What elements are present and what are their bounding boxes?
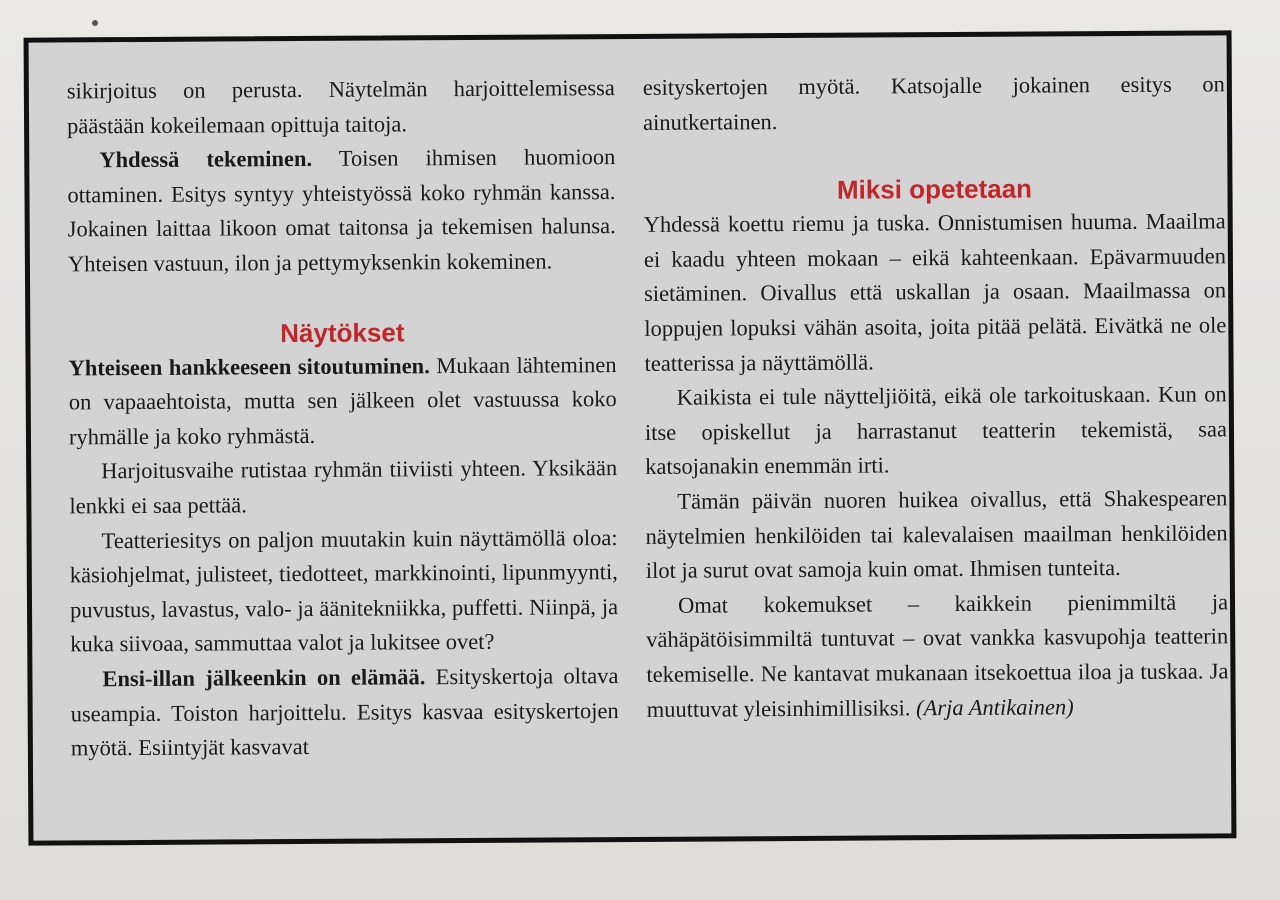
section-heading-naytokset: Näytökset — [280, 316, 405, 348]
paragraph-continued: esityskertojen myötä. Katsojalle jokainen esitys on ainutkertainen. — [642, 71, 1225, 135]
paragraph-experiences — [646, 585, 1229, 727]
text-experiences: Omat kokemukset – kaikkein pienimmiltä ja vähäpätöisimmiltä tuntuvat – ovat vankka kasvupohja teatterin tekemiselle. Ne kantavat mukanaan itsekoettua iloa ja tuskaa. Ja muuttuvat yleisinhimillisiksi. — [646, 589, 1229, 722]
paragraph-joy: Yhdessä koettu riemu ja tuska. Onnistumisen huuma. Maailma ei kaadu yhteen mokaan – eikä kahteenkaan. Epävarmuuden sietäminen. Oivallus että uskallan ja osaan. Maailmassa on loppujen lopuksi vähän asoita, joita pitää pelätä. Eivätkä ne ole teatterissa ja näyttämöllä. — [643, 208, 1227, 376]
right-column — [643, 67, 1229, 727]
lead-together: Yhdessä tekeminen. — [99, 146, 313, 173]
text-together: Toisen ihmisen huomioon ottaminen. Esitys syntyy yhteistyössä koko ryhmän kanssa. Jokainen laittaa likoon omat taitonsa ja tekemisen halunsa. Yhteisen vastuun, ilon ja pettymyksenkin kokeminen. — [67, 144, 616, 277]
paragraph-intro: sikirjoitus on perusta. Näytelmän harjoittelemisessa päästään kokeilemaan opittuja taitoja. — [66, 75, 615, 139]
paragraph-actors: Kaikista ei tule näytteljiöitä, eikä ole tarkoituskaan. Kun on itse opiskellut ja harrastanut teatterin tekemistä, saa katsojanakin enemmän irti. — [644, 381, 1228, 480]
article-box — [24, 30, 1237, 845]
author-signature: (Arja Antikainen) — [915, 693, 1074, 720]
lead-commitment: Yhteiseen hankkeeseen sitoutuminen. — [68, 352, 430, 380]
paragraph-rehearsal: Harjoitusvaihe rutistaa ryhmän tiiviisti yhteen. Yksikään lenkki ei saa pettää. — [69, 455, 618, 519]
lead-premiere: Ensi-illan jälkeenkin on elämää. — [102, 664, 426, 692]
binding-hole-top — [92, 20, 98, 26]
text-commitment: Mukaan lähteminen on vapaaehtoista, mutta sen jälkeen olet vastuussa koko ryhmälle ja koko ryhmästä. — [68, 351, 617, 450]
paragraph-commitment — [68, 348, 617, 455]
paragraph-shakespeare: Tämän päivän nuoren huikea oivallus, että Shakespearen näytelmien henkilöiden tai kalevalaisen maailman henkilöiden ilot ja surut ovat samoja kuin omat. Ihmisen tunteita. — [645, 485, 1228, 584]
text-premiere: Esityskertoja oltava useampia. Toiston harjoittelu. Esitys kasvaa esityskertojen myötä. Esiintyjät kasvavat — [70, 662, 619, 761]
left-column — [67, 71, 619, 766]
section-heading-miksi-opetetaan: Miksi opetetaan — [836, 173, 1033, 205]
paragraph-together — [67, 140, 616, 282]
paragraph-theatre: Teatteriesitys on paljon muutakin kuin näyttämöllä oloa: käsiohjelmat, julisteet, tiedotteet, markkinointi, lipunmyynti, puvustus, lavastus, valo- ja äänitekniikka, puffetti. Niinpä, ja kuka siivoaa, sammuttaa valot ja lukitsee ovet? — [69, 524, 619, 657]
paragraph-premiere — [70, 659, 619, 766]
